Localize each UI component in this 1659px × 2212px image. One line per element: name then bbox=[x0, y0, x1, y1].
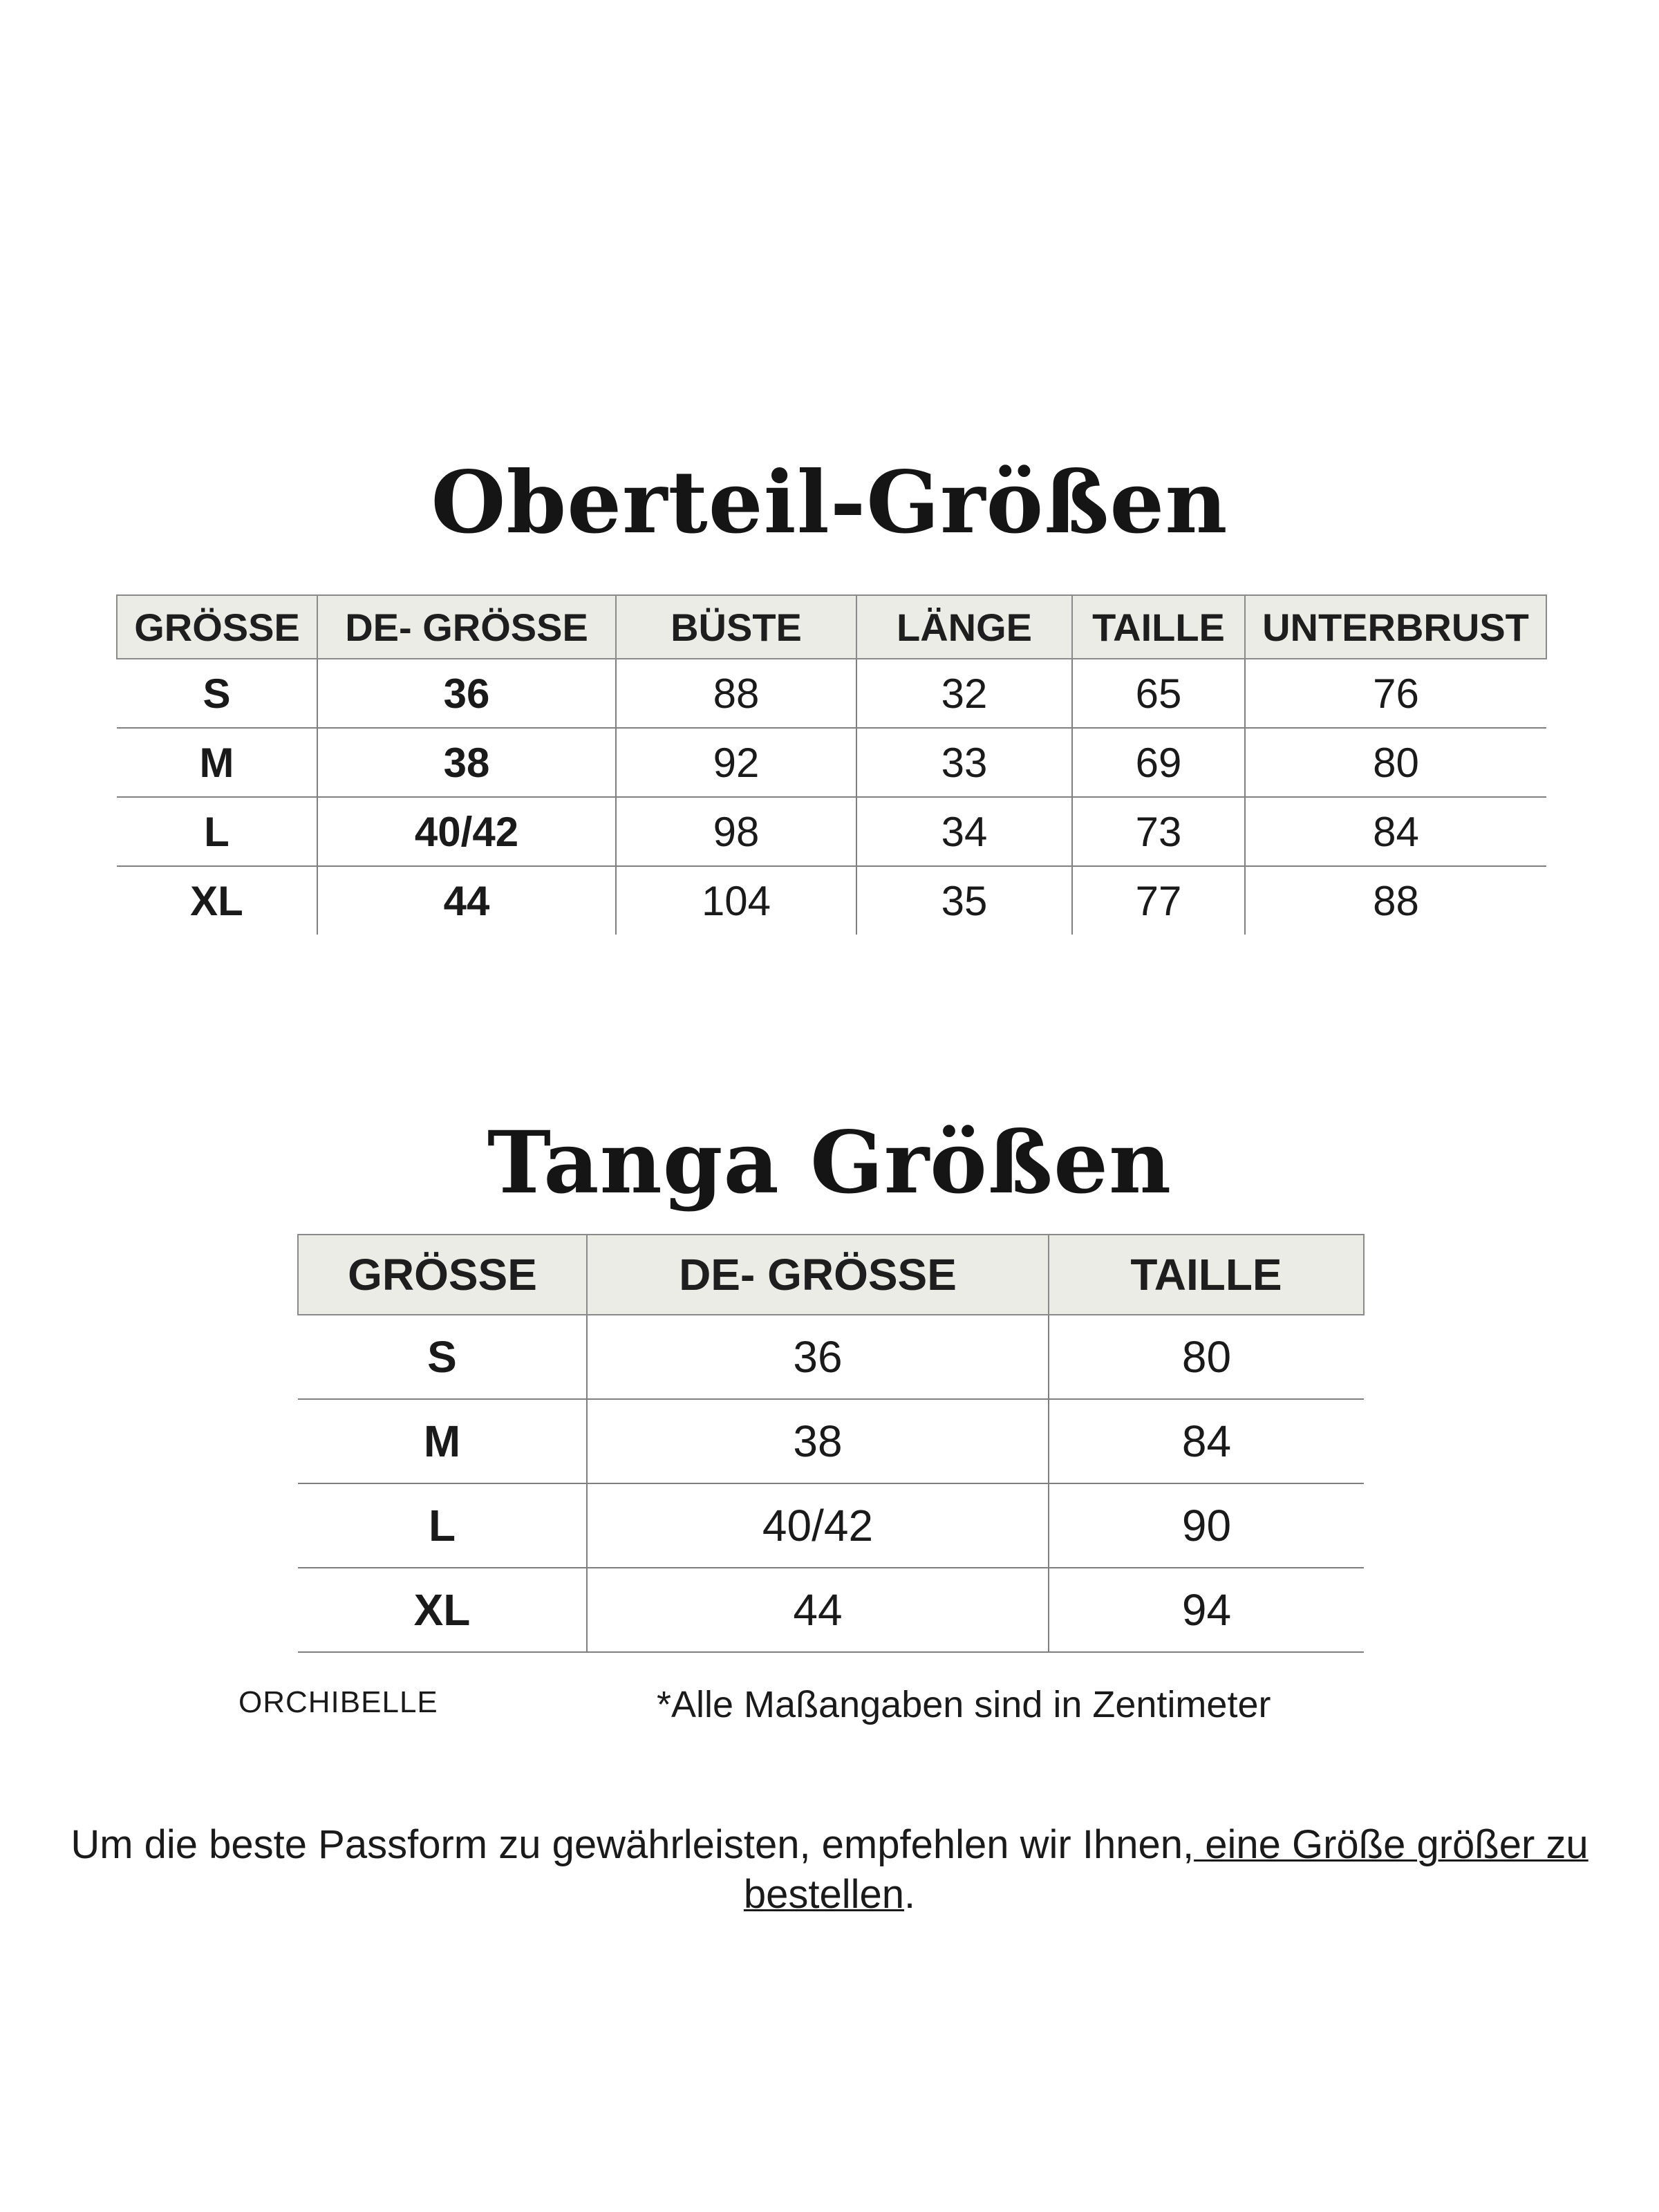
cell-de-size: 36 bbox=[317, 659, 616, 728]
cell-length: 35 bbox=[856, 866, 1072, 935]
cell-waist: 69 bbox=[1072, 728, 1245, 797]
oberteil-size-table bbox=[116, 594, 1547, 935]
table-row bbox=[298, 1315, 1364, 1399]
cell-underbust: 84 bbox=[1245, 797, 1546, 866]
cell-size: M bbox=[117, 728, 317, 797]
cell-size: M bbox=[298, 1399, 587, 1483]
cell-underbust: 80 bbox=[1245, 728, 1546, 797]
order-larger-size-link[interactable]: eine Größe größer zu bestellen bbox=[743, 1822, 1588, 1917]
column-header-taille: TAILLE bbox=[1049, 1235, 1364, 1315]
cell-length: 32 bbox=[856, 659, 1072, 728]
cell-underbust: 88 bbox=[1245, 866, 1546, 935]
cell-size: L bbox=[298, 1483, 587, 1568]
column-header-de-groesse: DE- GRÖSSE bbox=[317, 595, 616, 659]
cell-de-size: 40/42 bbox=[587, 1483, 1049, 1568]
cell-waist: 94 bbox=[1049, 1568, 1364, 1652]
table-row bbox=[298, 1568, 1364, 1652]
cell-bust: 92 bbox=[616, 728, 856, 797]
cell-bust: 104 bbox=[616, 866, 856, 935]
cell-waist: 77 bbox=[1072, 866, 1245, 935]
table-header-row bbox=[117, 595, 1546, 659]
cell-de-size: 38 bbox=[587, 1399, 1049, 1483]
cell-waist: 80 bbox=[1049, 1315, 1364, 1399]
table-row bbox=[298, 1399, 1364, 1483]
column-header-laenge: LÄNGE bbox=[856, 595, 1072, 659]
cell-underbust: 76 bbox=[1245, 659, 1546, 728]
table-row bbox=[117, 797, 1546, 866]
cell-length: 33 bbox=[856, 728, 1072, 797]
cell-size: XL bbox=[298, 1568, 587, 1652]
table-row bbox=[298, 1483, 1364, 1568]
column-header-de-groesse: DE- GRÖSSE bbox=[587, 1235, 1049, 1315]
tanga-size-table bbox=[297, 1234, 1365, 1653]
cell-bust: 88 bbox=[616, 659, 856, 728]
tanga-size-title: Tanga Größen bbox=[487, 1113, 1172, 1213]
column-header-groesse: GRÖSSE bbox=[298, 1235, 587, 1315]
cell-de-size: 44 bbox=[587, 1568, 1049, 1652]
table-row bbox=[117, 659, 1546, 728]
cell-waist: 84 bbox=[1049, 1399, 1364, 1483]
column-header-bueste: BÜSTE bbox=[616, 595, 856, 659]
column-header-taille: TAILLE bbox=[1072, 595, 1245, 659]
fit-advice-end: . bbox=[904, 1872, 916, 1917]
cell-bust: 98 bbox=[616, 797, 856, 866]
table-row bbox=[117, 728, 1546, 797]
table-row bbox=[117, 866, 1546, 935]
brand-name: ORCHIBELLE bbox=[238, 1685, 438, 1719]
cell-de-size: 38 bbox=[317, 728, 616, 797]
table-header-row bbox=[298, 1235, 1364, 1315]
measurement-note: *Alle Maßangaben sind in Zentimeter bbox=[657, 1684, 1271, 1725]
fit-advice-text: Um die beste Passform zu gewährleisten, empfehlen wir Ihnen, bbox=[71, 1822, 1194, 1867]
cell-size: XL bbox=[190, 877, 243, 924]
column-header-groesse: GRÖSSE bbox=[117, 595, 317, 659]
cell-de-size: 36 bbox=[587, 1315, 1049, 1399]
cell-size: L bbox=[117, 797, 317, 866]
cell-size: S bbox=[298, 1315, 587, 1399]
cell-de-size: 44 bbox=[317, 866, 616, 935]
cell-waist: 65 bbox=[1072, 659, 1245, 728]
cell-de-size: 40/42 bbox=[317, 797, 616, 866]
oberteil-size-title: Oberteil-Größen bbox=[431, 453, 1228, 553]
column-header-unterbrust: UNTERBRUST bbox=[1245, 595, 1546, 659]
cell-waist: 90 bbox=[1049, 1483, 1364, 1568]
cell-waist: 73 bbox=[1072, 797, 1245, 866]
cell-size: S bbox=[117, 659, 317, 728]
fit-advice bbox=[41, 1820, 1618, 1920]
cell-length: 34 bbox=[856, 797, 1072, 866]
